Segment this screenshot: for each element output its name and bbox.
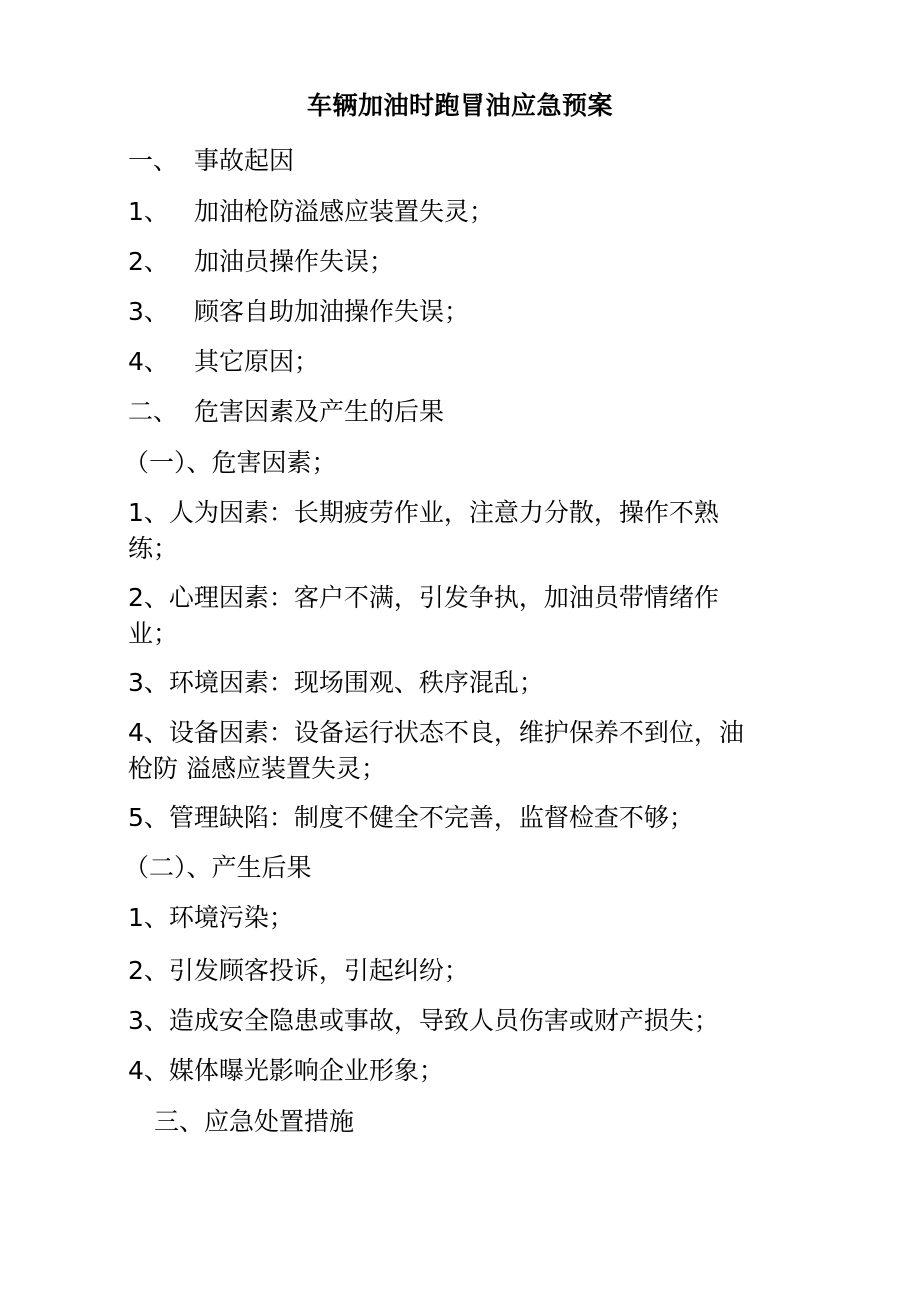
subsection-heading-1: （一）、危害因素； <box>124 448 337 477</box>
paragraph-line: 练； <box>128 534 179 563</box>
item-number: 2、 <box>128 247 169 276</box>
paragraph-line: 1、人为因素：长期疲劳作业，注意力分散，操作不熟 <box>128 498 719 527</box>
list-item <box>128 244 394 280</box>
section-number: 二、 <box>128 397 179 426</box>
paragraph-line: 2、心理因素：客户不满，引发争执，加油员带情绪作 <box>128 583 719 612</box>
paragraph-item <box>128 495 793 567</box>
section-heading-2 <box>128 394 444 430</box>
section-heading-3: 三、应急处置措施 <box>154 1107 355 1136</box>
item-number: 4、 <box>128 347 169 376</box>
paragraph-item <box>128 715 793 787</box>
paragraph-line: 4、设备因素：设备运行状态不良，维护保养不到位，油 <box>128 718 744 747</box>
item-text: 其它原因； <box>194 347 320 376</box>
paragraph-item: 3、环境因素：现场围观、秩序混乱； <box>128 668 544 697</box>
list-item <box>128 194 494 230</box>
paragraph-item <box>128 580 793 652</box>
item-text: 加油员操作失误； <box>194 247 395 276</box>
section-title: 事故起因 <box>194 146 295 175</box>
paragraph-item: 5、管理缺陷：制度不健全不完善，监督检查不够； <box>128 803 694 832</box>
section-number: 一、 <box>128 146 179 175</box>
paragraph-line: 业； <box>128 619 179 648</box>
section-heading-1 <box>128 143 294 179</box>
list-item <box>128 344 319 380</box>
item-number: 1、 <box>128 197 169 226</box>
document-title: 车辆加油时跑冒油应急预案 <box>306 91 613 120</box>
section-title: 危害因素及产生的后果 <box>194 397 445 426</box>
item-text: 加油枪防溢感应装置失灵； <box>194 197 495 226</box>
list-item <box>128 294 469 330</box>
item-text: 顾客自助加油操作失误； <box>194 297 470 326</box>
list-item: 3、造成安全隐患或事故，导致人员伤害或财产损失； <box>128 1006 719 1035</box>
item-number: 3、 <box>128 297 169 326</box>
list-item: 4、媒体曝光影响企业形象； <box>128 1056 444 1085</box>
paragraph-line: 枪防 溢感应装置失灵； <box>128 754 386 783</box>
list-item: 1、环境污染； <box>128 903 294 932</box>
subsection-heading-2: （二）、产生后果 <box>124 853 312 882</box>
list-item: 2、引发顾客投诉，引起纠纷； <box>128 956 469 985</box>
